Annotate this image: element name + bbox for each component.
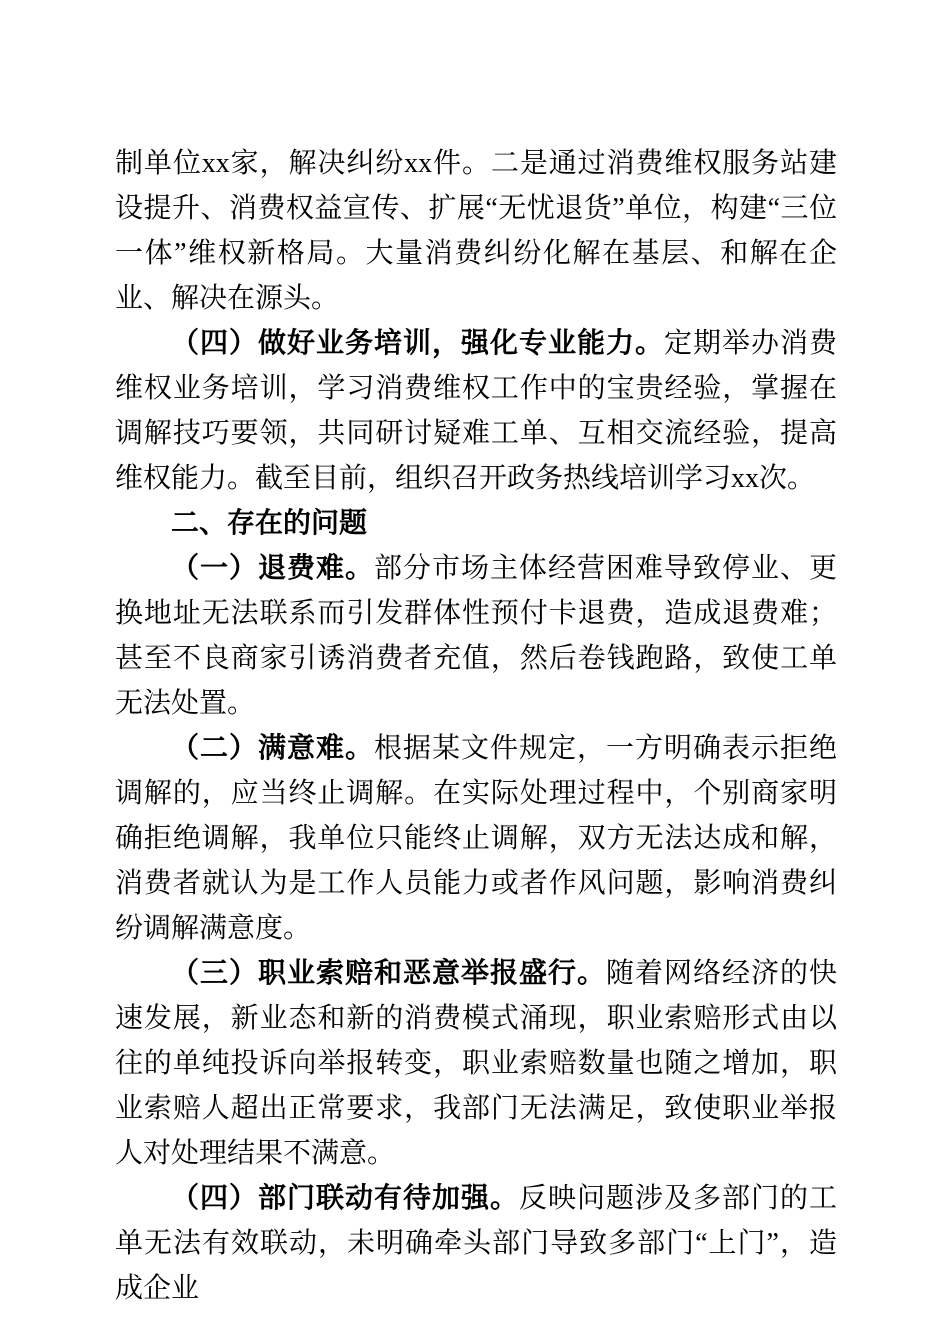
paragraph-lead: （三）职业索赔和恶意举报盛行。: [171, 958, 606, 989]
paragraph-text: 反映问题涉及多部门的工单无法有效联动，未明确牵头部门导致多部门“上门”，造成企业: [115, 1183, 837, 1304]
paragraph-text: 制单位xx家，解决纠纷xx件。二是通过消费维权服务站建设提升、消费权益宣传、扩展“无忧退货”单位，构建“三位一体”维权新格局。大量消费纠纷化解在基层、和解在企业、解决在源头。: [115, 148, 837, 314]
paragraph-lead: （四）做好业务培训，强化专业能力。: [171, 328, 664, 359]
paragraph-text: 定期举办消费维权业务培训，学习消费维权工作中的宝贵经验，掌握在调解技巧要领，共同研讨疑难工单、互相交流经验，提高维权能力。截至目前，组织召开政务热线培训学习xx次。: [115, 328, 837, 494]
section-heading-problems: 二、存在的问题: [171, 508, 368, 539]
paragraph-lead: （一）退费难。: [171, 553, 374, 584]
paragraph-satisfaction-difficulty: [115, 726, 837, 951]
paragraph-professional-claims: [115, 951, 837, 1176]
paragraph-text: 部分市场主体经营困难导致停业、更换地址无法联系而引发群体性预付卡退费，造成退费难；甚至不良商家引诱消费者充值，然后卷钱跑路，致使工单无法处置。: [115, 553, 837, 719]
paragraph-refund-difficulty: [115, 546, 837, 726]
paragraph-lead: （四）部门联动有待加强。: [171, 1183, 519, 1214]
paragraph-lead: （二）满意难。: [171, 733, 374, 764]
paragraph-training: [115, 321, 837, 501]
paragraph-continuation: [115, 141, 837, 321]
paragraph-text: 随着网络经济的快速发展，新业态和新的消费模式涌现，职业索赔形式由以往的单纯投诉向举报转变，职业索赔数量也随之增加，职业索赔人超出正常要求，我部门无法满足，致使职业举报人对处理结果不满意。: [115, 958, 837, 1169]
paragraph-department-coordination: [115, 1176, 837, 1311]
paragraph-text: 根据某文件规定，一方明确表示拒绝调解的，应当终止调解。在实际处理过程中，个别商家明确拒绝调解，我单位只能终止调解，双方无法达成和解，消费者就认为是工作人员能力或者作风问题，影响消费纠纷调解满意度。: [115, 733, 837, 944]
